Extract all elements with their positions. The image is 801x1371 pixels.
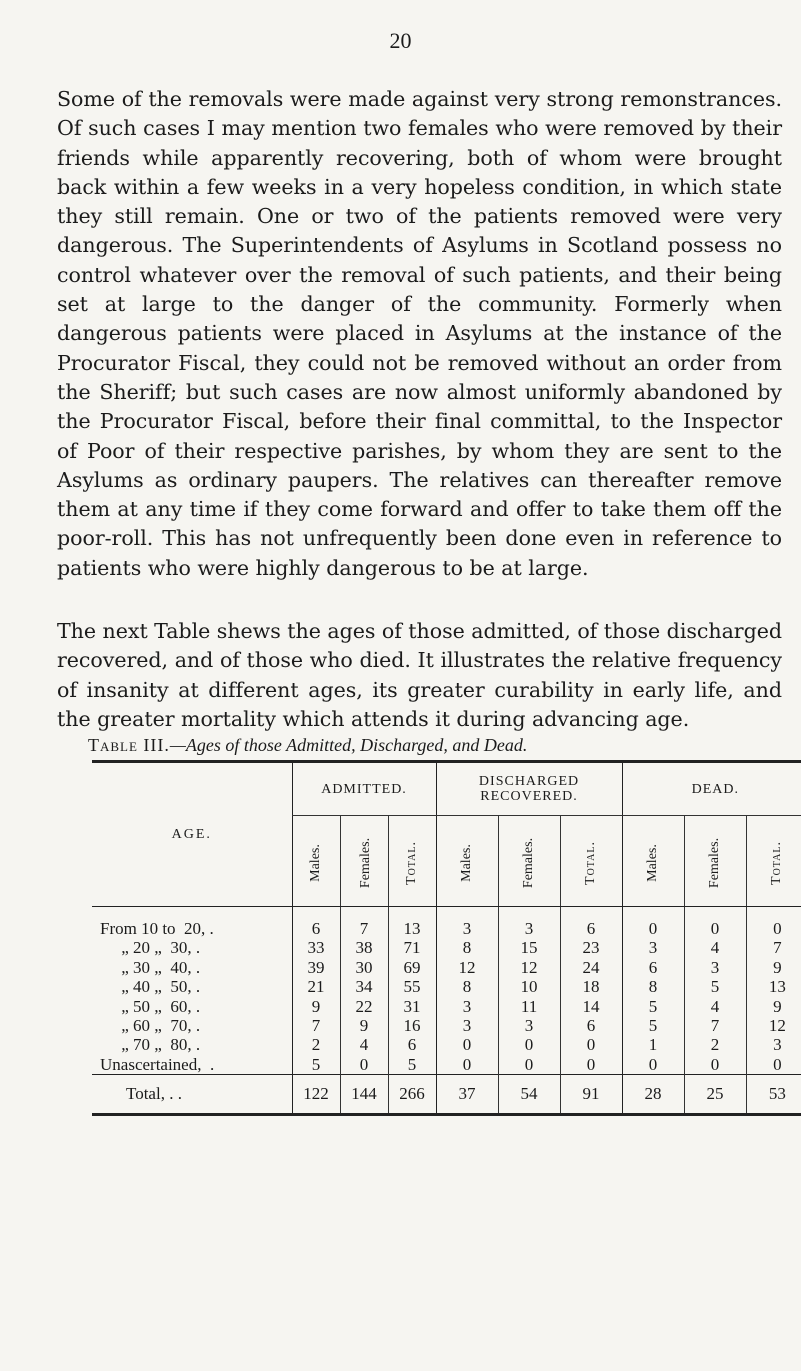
table-cell: 0: [684, 919, 746, 938]
table-row: [92, 997, 801, 1016]
table-cell: 3: [622, 938, 684, 957]
table-cell: 69: [388, 958, 436, 977]
table-cell: 13: [746, 977, 801, 996]
age-range-label: From 10 to 20, .: [100, 919, 214, 938]
table-cell: 8: [622, 977, 684, 996]
table-cell: 0: [498, 1055, 560, 1075]
table-cell: 8: [436, 938, 498, 957]
group-header-dead: DEAD.: [622, 762, 801, 816]
table-cell: 7: [684, 1016, 746, 1035]
table-cell: 7: [746, 938, 801, 957]
table-cell: 0: [436, 1055, 498, 1075]
table-cell: 4: [684, 997, 746, 1016]
table-cell: 2: [684, 1035, 746, 1054]
sub-header-dead-males: Males.: [645, 844, 661, 882]
table-cell: 6: [622, 958, 684, 977]
table-row: [92, 919, 801, 938]
table-caption: [88, 735, 788, 756]
ages-table: [92, 760, 801, 1116]
sub-header-dead-total: Total.: [769, 841, 785, 885]
total-cell: 266: [388, 1075, 436, 1115]
table-cell: 2: [292, 1035, 340, 1054]
table-cell: 3: [436, 919, 498, 938]
table-cell: 21: [292, 977, 340, 996]
table-cell: 3: [498, 919, 560, 938]
table-cell: 11: [498, 997, 560, 1016]
table-cell: 30: [340, 958, 388, 977]
table-cell: 3: [684, 958, 746, 977]
total-cell: 28: [622, 1075, 684, 1115]
table-cell: 7: [340, 919, 388, 938]
age-range-label: „ 50 „ 60, .: [100, 996, 201, 1016]
table-cell: 0: [622, 919, 684, 938]
table-cell: 22: [340, 997, 388, 1016]
age-range-label: „ 20 „ 30, .: [100, 938, 201, 958]
group-header-admitted: ADMITTED.: [292, 762, 436, 816]
table-row: [92, 1016, 801, 1035]
table-cell: 13: [388, 919, 436, 938]
table-body: [92, 919, 801, 1075]
table-cell: 6: [560, 919, 622, 938]
table-cell: 5: [622, 1016, 684, 1035]
table-cell: 9: [746, 958, 801, 977]
age-column-header: AGE.: [92, 762, 292, 907]
sub-header-discharged-total: Total.: [583, 841, 599, 885]
table-cell: 0: [560, 1055, 622, 1075]
total-cell: 53: [746, 1075, 801, 1115]
total-label: Total, . .: [92, 1075, 292, 1115]
table-row: [92, 1035, 801, 1054]
table-cell: 5: [622, 997, 684, 1016]
sub-header-discharged-males: Males.: [459, 844, 475, 882]
table-cell: 5: [388, 1055, 436, 1075]
total-cell: 122: [292, 1075, 340, 1115]
table-cell: 4: [684, 938, 746, 957]
age-range-label: „ 40 „ 50, .: [100, 977, 201, 997]
table-cell: 38: [340, 938, 388, 957]
table-cell: 23: [560, 938, 622, 957]
table-cell: 6: [292, 919, 340, 938]
table-cell: 0: [746, 919, 801, 938]
paragraph-table-intro: The next Table shews the ages of those admitted, of those discharged recovered, and of those who died. It illustrates the relative frequency of insanity at different ages, its greater curability in early life, and the greater mortality which attends it during advancing age.: [57, 619, 782, 731]
page-number: 20: [389, 28, 412, 53]
table-cell: 9: [746, 997, 801, 1016]
table-cell: 24: [560, 958, 622, 977]
table-cell: 7: [292, 1016, 340, 1035]
total-cell: 37: [436, 1075, 498, 1115]
table-row: [92, 958, 801, 977]
table-caption-label: Table III.: [88, 735, 170, 755]
table-cell: 12: [746, 1016, 801, 1035]
age-range-label: Unascertained, .: [100, 1054, 215, 1074]
table-cell: 0: [684, 1055, 746, 1075]
total-cell: 54: [498, 1075, 560, 1115]
table-cell: 18: [560, 977, 622, 996]
table-cell: 55: [388, 977, 436, 996]
table-cell: 31: [388, 997, 436, 1016]
table-cell: 10: [498, 977, 560, 996]
table-cell: 14: [560, 997, 622, 1016]
table-cell: 3: [436, 1016, 498, 1035]
table-cell: 0: [560, 1035, 622, 1054]
table-cell: 0: [340, 1055, 388, 1075]
table-cell: 8: [436, 977, 498, 996]
sub-header-admitted-females: Females.: [357, 837, 373, 889]
table-cell: 6: [388, 1035, 436, 1054]
total-cell: 91: [560, 1075, 622, 1115]
sub-header-dead-females: Females.: [707, 837, 723, 889]
table-cell: 33: [292, 938, 340, 957]
sub-header-admitted-males: Males.: [308, 844, 323, 882]
table-cell: 12: [498, 958, 560, 977]
table-cell: 71: [388, 938, 436, 957]
table-cell: 12: [436, 958, 498, 977]
table-caption-title: —Ages of those Admitted, Discharged, and Dead.: [169, 735, 528, 755]
table-cell: 6: [560, 1016, 622, 1035]
table-cell: 9: [292, 997, 340, 1016]
table-cell: 3: [746, 1035, 801, 1054]
paragraph-removals: Some of the removals were made against very strong remonstrances. Of such cases I may mention two females who were removed by their friends while apparently recovering, both of whom were brought back within a few weeks in a very hopeless condition, in which state they still remain. One or two of the patients removed were very dangerous. The Superintendents of Asylums in Scotland possess no control whatever over the removal of such patients, and their being set at large to the danger of the community. Formerly when dangerous patients were placed in Asylums at the instance of the Procurator Fiscal, they could not be removed without an order from the Sheriff; but such cases are now almost uniformly abandoned by the Procurator Fiscal, before their final committal, to the Inspector of Poor of their respective parishes, by whom they are sent to the Asylums as ordinary paupers. The relatives can thereafter remove them at any time if they come forward and offer to take them off the poor-roll. This has not unfrequently been done even in reference to patients who were highly dangerous to be at large.: [57, 87, 782, 580]
table-cell: 34: [340, 977, 388, 996]
table-cell: 0: [746, 1055, 801, 1075]
table-cell: 0: [622, 1055, 684, 1075]
table-cell: 9: [340, 1016, 388, 1035]
table-cell: 5: [684, 977, 746, 996]
table-cell: 1: [622, 1035, 684, 1054]
table-row: [92, 977, 801, 996]
table-cell: 4: [340, 1035, 388, 1054]
age-range-label: „ 30 „ 40, .: [100, 957, 201, 977]
table-cell: 3: [436, 997, 498, 1016]
table-cell: 0: [498, 1035, 560, 1054]
table-row: [92, 938, 801, 957]
table-total-row: [92, 1075, 801, 1115]
table-cell: 5: [292, 1055, 340, 1075]
table-cell: 3: [498, 1016, 560, 1035]
age-range-label: „ 70 „ 80, .: [100, 1035, 201, 1055]
age-range-label: „ 60 „ 70, .: [100, 1016, 201, 1036]
table-cell: 16: [388, 1016, 436, 1035]
table-cell: 0: [436, 1035, 498, 1054]
table-cell: 15: [498, 938, 560, 957]
total-cell: 25: [684, 1075, 746, 1115]
table-cell: 39: [292, 958, 340, 977]
sub-header-admitted-total: Total.: [404, 841, 420, 885]
group-header-discharged: DISCHARGED RECOVERED.: [436, 762, 622, 816]
total-cell: 144: [340, 1075, 388, 1115]
sub-header-discharged-females: Females.: [521, 837, 537, 889]
table-row: [92, 1055, 801, 1075]
